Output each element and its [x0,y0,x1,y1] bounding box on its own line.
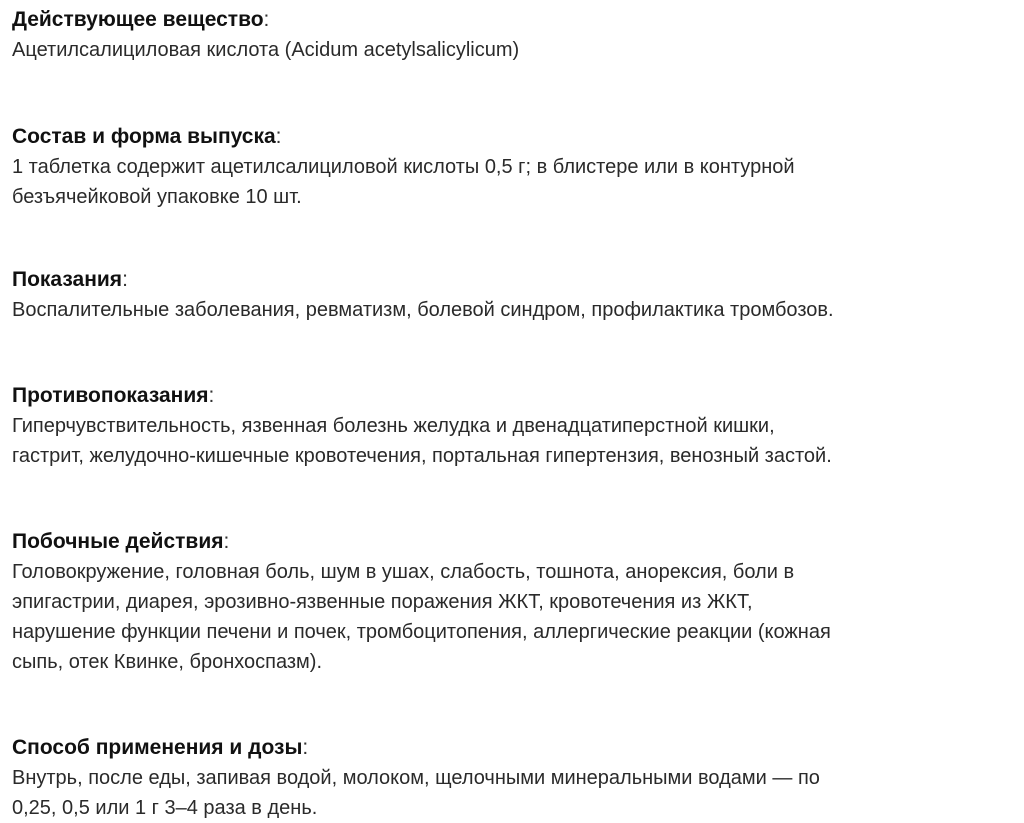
section-contraindications [12,381,1002,471]
section-text: Ацетилсалициловая кислота (Acidum acetylsalicylicum) [12,39,520,61]
heading-colon: : [208,384,215,407]
heading-colon: : [263,8,270,31]
heading-title: Действующее вещество [12,8,264,31]
heading-colon: : [302,736,309,759]
section-indications [12,265,1002,325]
section-text: Гиперчувствительность, язвенная болезнь желудка и двенадцатиперстной кишки, гастрит, желудочно-кишечные кровотечения, портальная гипертензия, венозный застой. [12,415,832,467]
heading-colon: : [275,125,282,148]
section-dosage [12,733,1002,823]
section-active-substance [12,5,1002,65]
section-text: Головокружение, головная боль, шум в ушах, слабость, тошнота, анорексия, боли в эпигастрии, диарея, эрозивно-язвенные поражения ЖКТ, кровотечения из ЖКТ, нарушение функции печени и почек, тромбоцитопения, аллергические реакции (кожная сыпь, отек Квинке, бронхоспазм). [12,561,831,673]
section-heading [12,381,1002,411]
section-text: 1 таблетка содержит ацетилсалициловой кислоты 0,5 г; в блистере или в контурной безъячейковой упаковке 10 шт. [12,156,795,208]
heading-colon: : [223,530,230,553]
section-heading [12,733,1002,763]
section-text: Воспалительные заболевания, ревматизм, болевой синдром, профилактика тромбозов. [12,299,834,321]
section-heading [12,527,1002,557]
heading-title: Способ применения и дозы [12,736,303,759]
heading-title: Показания [12,268,123,291]
heading-title: Состав и форма выпуска [12,125,276,148]
section-side-effects [12,527,1002,677]
section-heading [12,122,1002,152]
heading-title: Побочные действия [12,530,224,553]
heading-colon: : [122,268,128,291]
heading-title: Противопоказания [12,384,209,407]
section-heading [12,5,1002,35]
section-text: Внутрь, после еды, запивая водой, молоком, щелочными минеральными водами — по 0,25, 0,5 или 1 г 3–4 раза в день. [12,767,820,819]
section-composition [12,122,1002,212]
section-heading [12,265,1002,295]
